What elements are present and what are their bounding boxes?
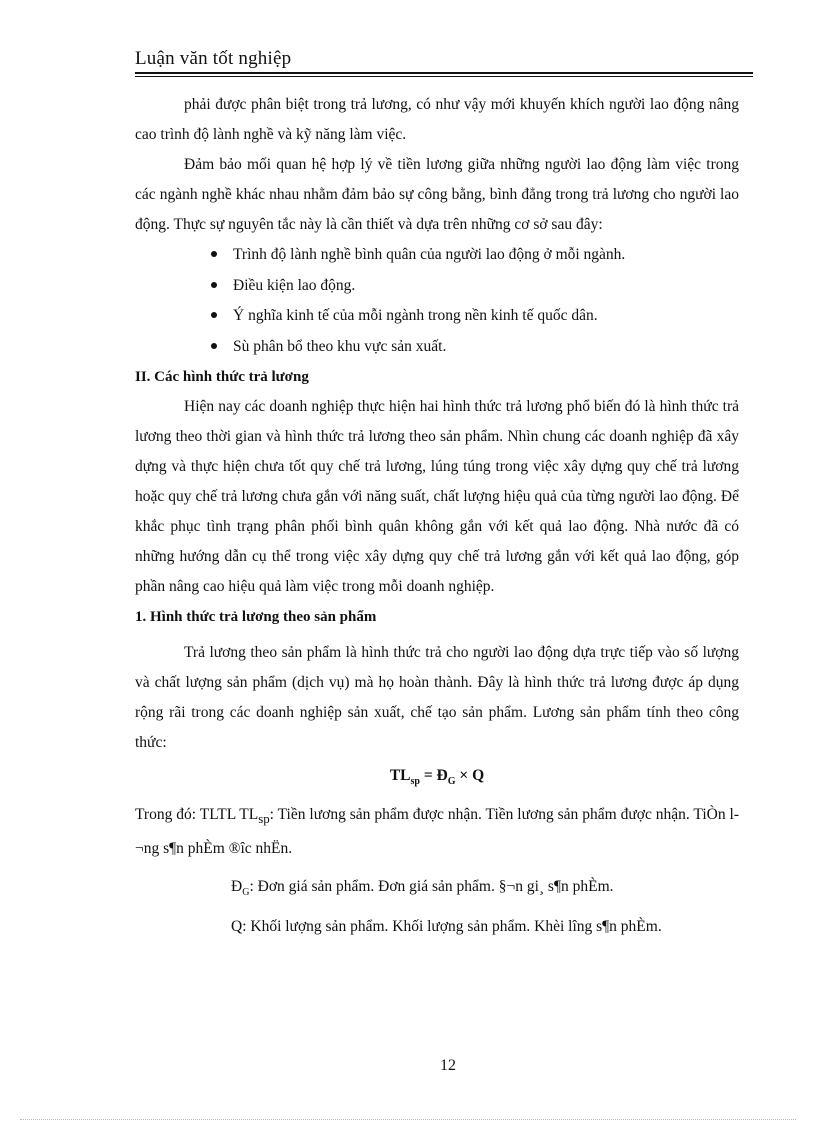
page-bottom-border	[20, 1119, 796, 1120]
bullet-item: Ý nghĩa kinh tế của mỗi ngành trong nền kinh tế quốc dân.	[135, 301, 739, 332]
header-rule-thick	[135, 72, 753, 74]
page-header	[135, 48, 753, 70]
bullet-dot-icon	[211, 282, 217, 288]
section-heading-1: 1. Hình thức trả lương theo sản phẩm	[135, 609, 377, 625]
bullet-dot-icon	[211, 312, 217, 318]
formula: $TL_{sp}$ = $Đ_G \times Q$	[389, 767, 485, 788]
bullet-list	[135, 240, 739, 362]
document-body	[135, 90, 739, 944]
header-title: Luận văn tốt nghiệp	[135, 48, 292, 69]
bullet-item: Trình độ lành nghề bình quân của người lao động ở mỗi ngành.	[135, 240, 739, 271]
definition-q: Q: Khối lượng sản phẩm. Khối lượng sản phẩm. Khèi lîng s¶n phÈm.	[231, 918, 662, 936]
bullet-dot-icon	[211, 251, 217, 257]
paragraph-pay-forms: Hiện nay các doanh nghiệp thực hiện hai hình thức trả lương phổ biến đó là hình thức trả lương theo thời gian và hình thức trả lương theo sản phẩm. Nhìn chung các doanh nghiệp đã xây dựng và thực hiện chưa tốt quy chế trả lương, lúng túng trong việc xây dựng quy chế trả lương hoặc quy chế trả lương chưa gắn với năng suất, chất lượng hiệu quả của từng người lao động. Để khắc phục tình trạng phân phối bình quân không gắn với kết quả lao động. Nhà nước đã có những hướng dẫn cụ thể trong việc xây dựng quy chế trả lương gắn với kết quả lao động, góp phần nâng cao hiệu quả làm việc trong mỗi doanh nghiệp.	[135, 398, 739, 595]
definition-dg: $Đ_G$: Đơn giá sản phẩm. Đơn giá sản phẩm. §¬n gi¸ s¶n phÈm.	[231, 878, 614, 899]
page-number: 12	[440, 1057, 456, 1074]
paragraph-continuation: phải được phân biệt trong trả lương, có như vậy mới khuyến khích người lao động nâng cao trình độ lành nghề và kỹ năng làm việc.	[135, 96, 739, 143]
bullet-item: Điều kiện lao động.	[135, 271, 739, 302]
bullet-item: Sù phân bổ theo khu vực sản xuất.	[135, 332, 739, 363]
bullet-dot-icon	[211, 343, 217, 349]
header-rule-thin	[135, 76, 753, 77]
section-heading-ii: II. Các hình thức trả lương	[135, 369, 309, 385]
definition-tlsp: Trong đó: TLTL $TL_{sp}$: Tiền lương sản phẩm được nhận. Tiền lương sản phẩm được nhận. TiÒn l¬ng s¶n phÈm ®îc nhËn.	[135, 806, 739, 858]
paragraph-wage-relation: Đảm bảo mối quan hệ hợp lý về tiền lương giữa những người lao động làm việc trong các ngành nghề khác nhau nhằm đảm bảo sự công bằng, bình đẳng trong trả lương cho người lao động. Thực sự nguyên tắc này là cần thiết và dựa trên những cơ sở sau đây:	[135, 156, 739, 233]
paragraph-product-pay: Trả lương theo sản phẩm là hình thức trả cho người lao động dựa trực tiếp vào số lượng và chất lượng sản phẩm (dịch vụ) mà họ hoàn thành. Đây là hình thức trả lương được áp dụng rộng rãi trong các doanh nghiệp sản xuất, chế tạo sản phẩm. Lương sản phẩm tính theo công thức:	[135, 644, 739, 751]
